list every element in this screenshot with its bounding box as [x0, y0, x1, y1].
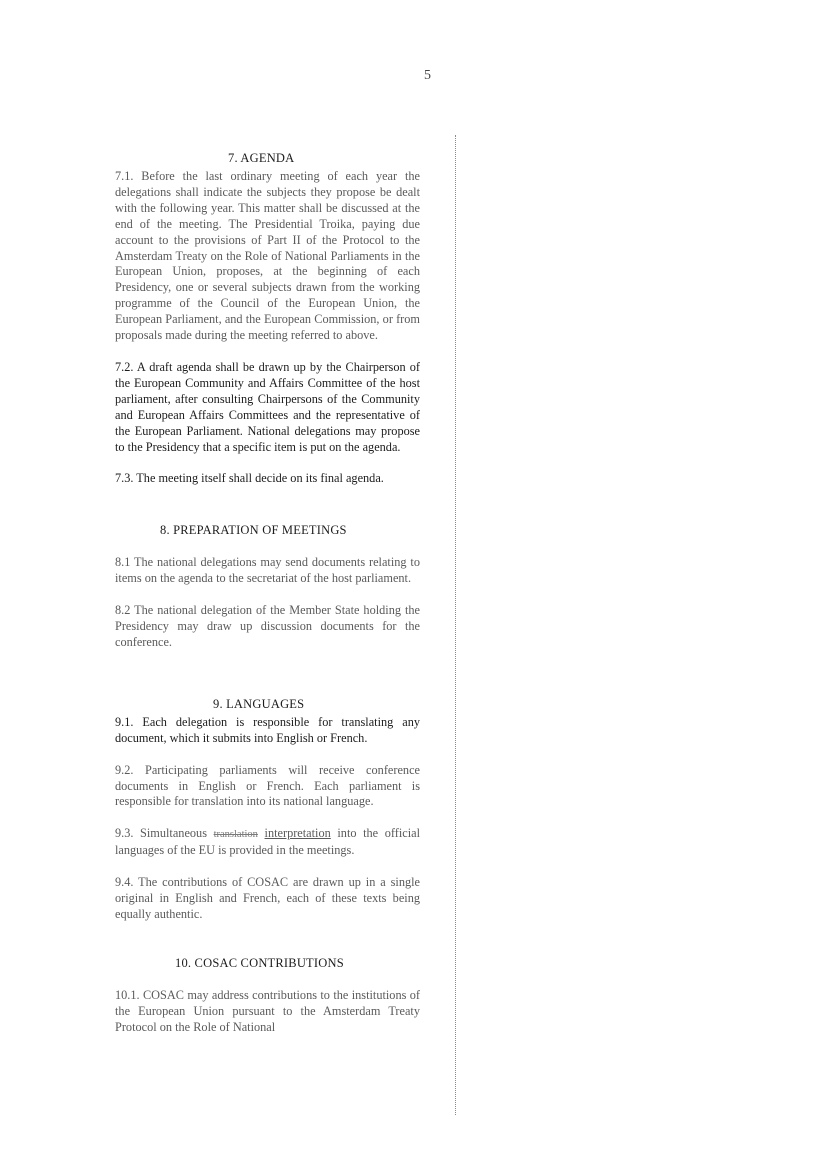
section-heading-preparation: 8. PREPARATION OF MEETINGS — [160, 523, 347, 538]
struck-word: translation — [213, 829, 258, 841]
paragraph-8-2: 8.2 The national delegation of the Member State holding the Presidency may draw up discussion documents for the conference. — [115, 603, 420, 649]
paragraph-8-1: 8.1 The national delegations may send documents relating to items on the agenda to the secretariat of the host parliament. — [115, 555, 420, 586]
section-heading-languages: 9. LANGUAGES — [213, 696, 305, 711]
paragraph-9-4: 9.4. The contributions of COSAC are drawn up in a single original in English and French, each of these texts being equally authentic. — [115, 875, 420, 921]
paragraph-9-1: 9.1. Each delegation is responsible for translating any document, which it submits into English or French. — [115, 714, 420, 745]
paragraph-10-1: 10.1. COSAC may address contributions to the institutions of the European Union pursuant to the Amsterdam Treaty Protocol on the Role of National — [115, 987, 420, 1034]
section-heading-agenda: 7. AGENDA — [228, 151, 295, 165]
paragraph-7-2: 7.2. A draft agenda shall be drawn up by the Chairperson of the European Community and Affairs Committee of the host parliament, after consulting Chairpersons of the Community and European Affairs Committees and the representative of the European Parliament. National delegations may propose to the Presidency that a specific item is put on the agenda. — [115, 359, 420, 454]
document-body — [115, 150, 420, 1036]
section-heading-contributions: 10. COSAC CONTRIBUTIONS — [175, 955, 344, 970]
paragraph-9-3 — [115, 826, 420, 859]
paragraph-9-3-start: 9.3. Simultaneous — [115, 826, 214, 841]
paragraph-9-3-end: into the official languages of the EU is provided in the meetings. — [115, 826, 421, 858]
inserted-word: interpretation — [264, 826, 331, 841]
paragraph-7-1: 7.1. Before the last ordinary meeting of each year the delegations shall indicate the subjects they propose be dealt with the following year. This matter shall be discussed at the end of the meeting. The Presidential Troika, paying due account to the provisions of Part II of the Protocol to the Amsterdam Treaty on the Role of National Parliaments in the European Union, proposes, at the beginning of each Presidency, one or several subjects drawn from the working programme of the Council of the European Union, the European Parliament, and the European Commission, or from proposals made during the meeting referred to above. — [115, 169, 420, 343]
paragraph-9-2: 9.2. Participating parliaments will receive conference documents in English or French. Each parliament is responsible for translation into its national language. — [115, 762, 420, 809]
margin-dotted-rule — [455, 135, 456, 1115]
paragraph-7-3: 7.3. The meeting itself shall decide on its final agenda. — [115, 471, 384, 486]
page-number: 5 — [424, 68, 431, 83]
